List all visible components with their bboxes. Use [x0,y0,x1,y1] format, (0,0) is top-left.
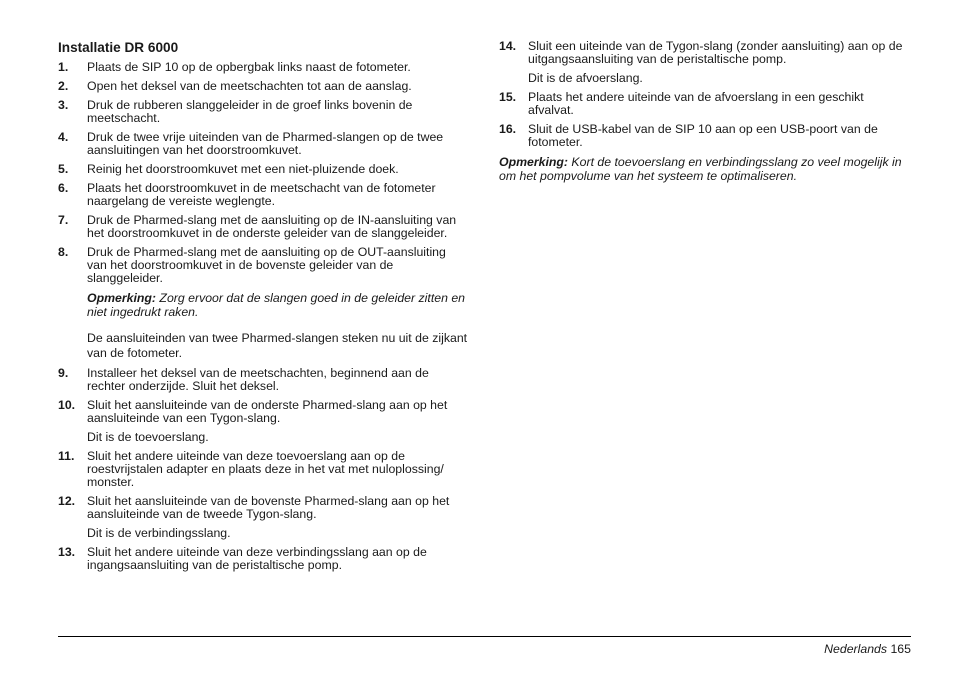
paragraph-step-8: De aansluiteinden van twee Pharmed-slangen steken nu uit de zijkant van de fotometer. [87,331,468,360]
page-number: 165 [890,642,911,656]
step-16: 16. Sluit de USB-kabel van de SIP 10 aan op een USB-poort van de fotometer. [499,122,878,149]
note-step-8: Opmerking: Zorg ervoor dat de slangen goed in de geleider zitten en niet ingedrukt raken. [87,291,466,319]
left-column [58,40,468,578]
step-5: 5. Reinig het doorstroomkuvet met een niet-pluizende doek. [58,162,399,176]
right-column [499,40,909,189]
sub-step-12: Dit is de verbindingsslang. [87,526,231,540]
step-6: 6. Plaats het doorstroomkuvet in de meetschacht van de fotometer naargelang de vereiste weglengte. [58,181,436,208]
step-12: 12. Sluit het aansluiteinde van de bovenste Pharmed-slang aan op het aansluiteinde van de tweede Tygon-slang. [58,494,450,521]
step-10: 10. Sluit het aansluiteinde van de onderste Pharmed-slang aan op het aansluiteinde van een Tygon-slang. [58,398,448,425]
note-final: Opmerking: Kort de toevoerslang en verbindingsslang zo veel mogelijk in om het pompvolume van het systeem te optimaliseren. [499,155,902,183]
step-8: 8. Druk de Pharmed-slang met de aansluiting op de OUT-aansluiting van het doorstroomkuvet in de bovenste geleider van de slanggeleider. [58,245,446,285]
step-7: 7. Druk de Pharmed-slang met de aansluiting op de IN-aansluiting van het doorstroomkuvet in de onderste geleider van de slanggeleider. [58,213,457,240]
step-3: 3. Druk de rubberen slanggeleider in de groef links bovenin de meetschacht. [58,98,413,125]
sub-step-14: Dit is de afvoerslang. [528,71,643,85]
footer-rule [58,636,911,637]
step-2: 2. Open het deksel van de meetschachten tot aan de aanslag. [58,79,412,93]
step-11: 11. Sluit het andere uiteinde van deze toevoerslang aan op de roestvrijstalen adapter en plaats deze in het vat met nuloplossing/ monster. [58,449,444,489]
page-footer [824,642,911,656]
step-9: 9. Installeer het deksel van de meetschachten, beginnend aan de rechter onderzijde. Sluit het deksel. [58,366,429,393]
step-4: 4. Druk de twee vrije uiteinden van de Pharmed-slangen op de twee aansluitingen van het doorstroomkuvet. [58,130,444,157]
footer-language: Nederlands [824,642,888,656]
section-heading: Installatie DR 6000 [58,40,179,55]
step-13: 13. Sluit het andere uiteinde van deze verbindingsslang aan op de ingangsaansluiting van de peristaltische pomp. [58,545,427,572]
sub-step-10: Dit is de toevoerslang. [87,430,209,444]
step-14: 14. Sluit een uiteinde van de Tygon-slang (zonder aansluiting) aan op de uitgangsaansluiting van de peristaltische pomp. [499,39,903,66]
step-15: 15. Plaats het andere uiteinde van de afvoerslang in een geschikt afvalvat. [499,90,864,117]
step-1: 1. Plaats de SIP 10 op de opbergbak links naast de fotometer. [58,60,411,74]
